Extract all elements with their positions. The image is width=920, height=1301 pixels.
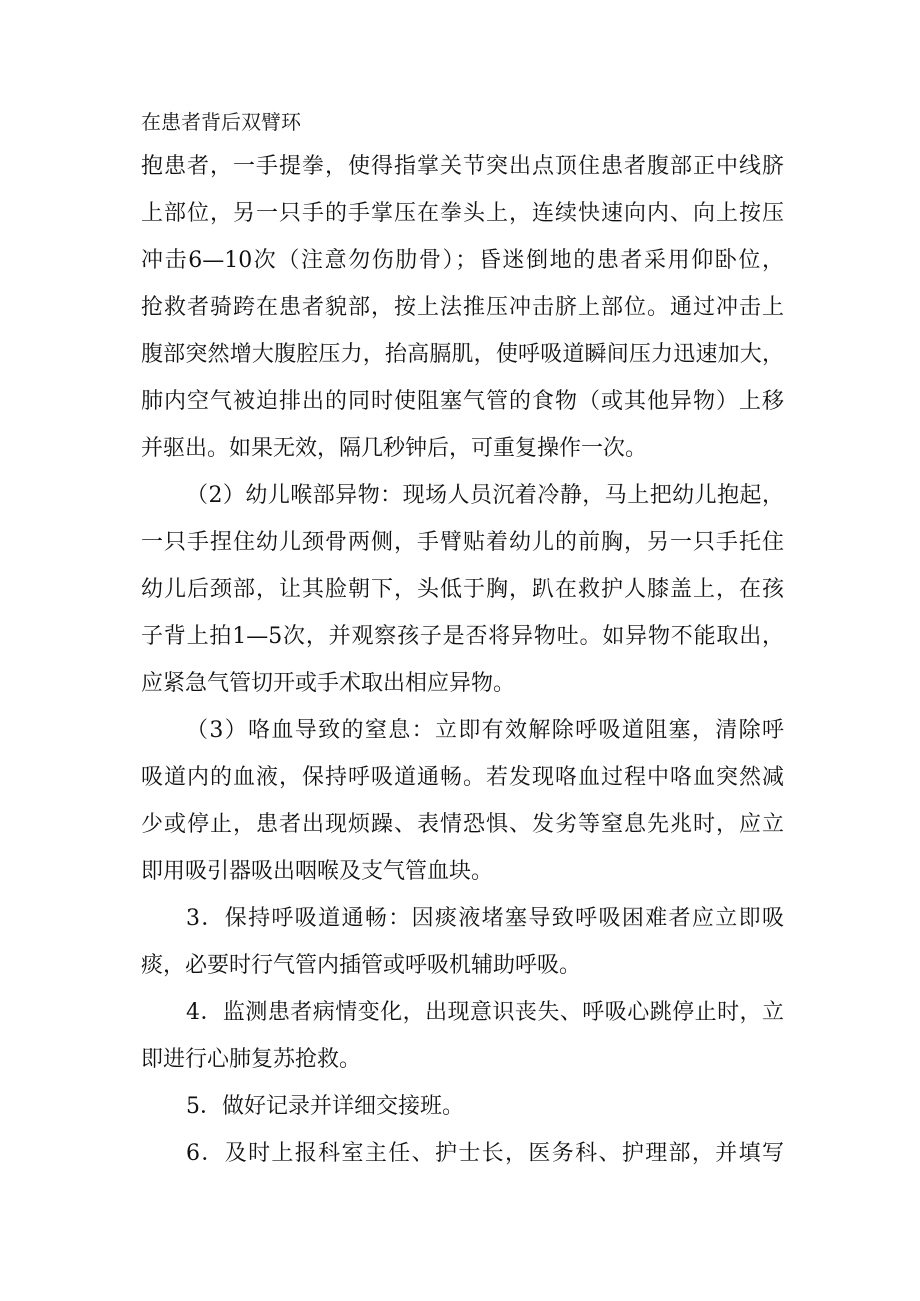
text-line: 3．保持呼吸道通畅：因痰液堵塞导致呼吸困难者应立即吸 — [186, 906, 784, 931]
text-line: 腹部突然增大腹腔压力，抬高膈肌，使呼吸道瞬间压力迅速加大， — [141, 342, 784, 367]
heading-line: 在患者背后双臂环 — [141, 110, 301, 134]
text-line: （3）咯血导致的窒息：立即有效解除呼吸道阻塞，清除呼 — [186, 718, 784, 743]
text-line: （2）幼儿喉部异物：现场人员沉着冷静，马上把幼儿抱起， — [186, 483, 784, 508]
text-line: 冲击6—10次（注意勿伤肋骨）；昏迷倒地的患者采用仰卧位， — [141, 248, 784, 273]
text-line: 6．及时上报科室主任、护士长，医务科、护理部，并填写 — [186, 1141, 784, 1166]
text-line: 即进行心肺复苏抢救。 — [141, 1047, 362, 1072]
text-line: 4．监测患者病情变化，出现意识丧失、呼吸心跳停止时，立 — [186, 1000, 784, 1025]
text-line: 痰，必要时行气管内插管或呼吸机辅助呼吸。 — [141, 953, 582, 978]
text-line: 肺内空气被迫排出的同时使阻塞气管的食物（或其他异物）上移 — [141, 389, 784, 414]
text-line: 少或停止，患者出现烦躁、表情恐惧、发劣等窒息先兆时，应立 — [141, 812, 784, 837]
text-line: 并驱出。如果无效，隔几秒钟后，可重复操作一次。 — [141, 436, 648, 461]
text-line: 抱患者，一手提拳，使得指掌关节突出点顶住患者腹部正中线脐 — [141, 154, 784, 179]
text-line: 上部位，另一只手的手掌压在拳头上，连续快速向内、向上按压 — [141, 201, 784, 226]
text-line: 幼儿后颈部，让其脸朝下，头低于胸，趴在救护人膝盖上，在孩 — [141, 577, 784, 602]
text-line: 即用吸引器吸出咽喉及支气管血块。 — [141, 859, 494, 884]
text-line: 吸道内的血液，保持呼吸道通畅。若发现咯血过程中咯血突然减 — [141, 765, 784, 790]
text-line: 子背上拍1—5次，并观察孩子是否将异物吐。如异物不能取出， — [141, 624, 784, 649]
text-line: 抢救者骑跨在患者貌部，按上法推压冲击脐上部位。通过冲击上 — [141, 295, 784, 320]
text-line: 一只手捏住幼儿颈骨两侧，手臂贴着幼儿的前胸，另一只手托住 — [141, 530, 784, 555]
text-line: 应紧急气管切开或手术取出相应异物。 — [141, 671, 516, 696]
text-line: 5．做好记录并详细交接班。 — [186, 1094, 464, 1119]
